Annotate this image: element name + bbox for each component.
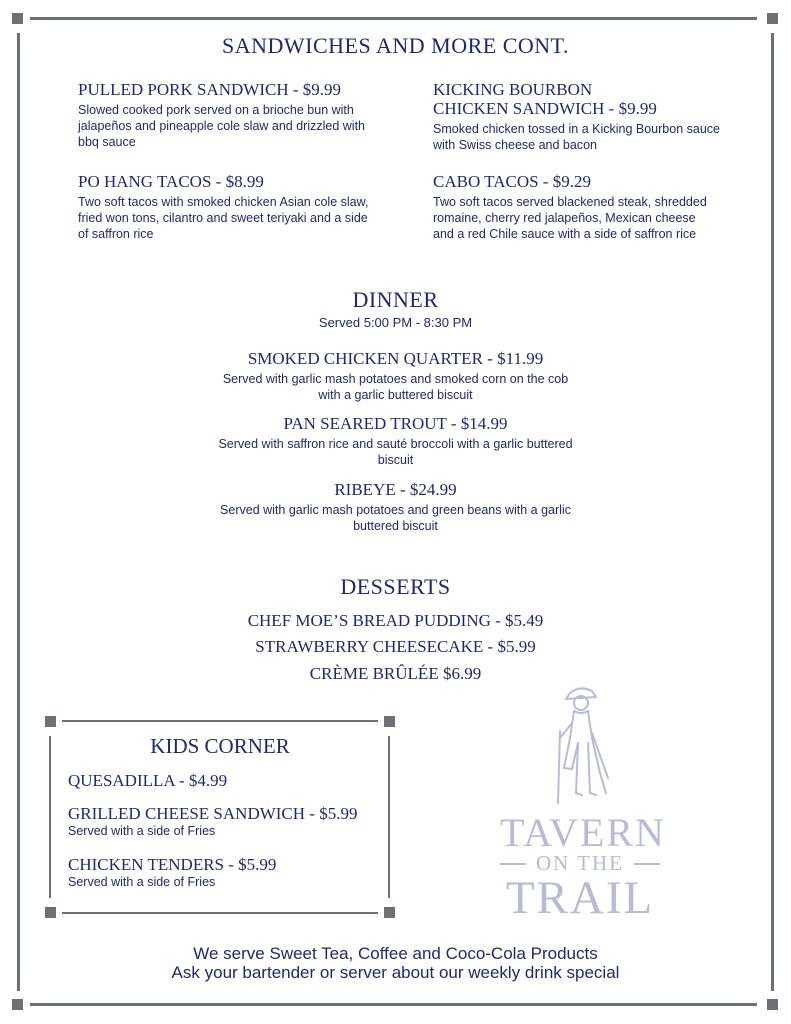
menu-item-po-hang-tacos (78, 172, 378, 242)
corner-square-top-right (767, 13, 778, 24)
menu-item-kicking-bourbon (433, 80, 733, 153)
kids-box-corner-top-left (45, 716, 56, 727)
item-name: PULLED PORK SANDWICH - $9.99 (78, 80, 342, 99)
sandwiches-title: SANDWICHES AND MORE CONT. (222, 33, 569, 58)
kids-box-bottom-border (62, 912, 378, 914)
item-name: SMOKED CHICKEN QUARTER - $11.99 (247, 349, 544, 368)
item-description: Two soft tacos with smoked chicken Asian cole slaw, fried won tons, cilantro and sweet teriyaki and a side of saffron rice (78, 195, 369, 241)
kids-item-grilled-cheese: GRILLED CHEESE SANDWICH - $5.99 (68, 804, 358, 823)
menu-item-cabo-tacos (433, 172, 718, 242)
item-description-line2: biscuit (377, 453, 414, 467)
logo-rule-left (500, 863, 526, 865)
dinner-hours: Served 5:00 PM - 8:30 PM (318, 315, 473, 330)
kids-corner-title: KIDS CORNER (150, 734, 290, 758)
kids-item-chicken-tenders: CHICKEN TENDERS - $5.99 (68, 855, 277, 874)
item-description-line1: Served with saffron rice and sauté broccoli with a garlic buttered (218, 437, 573, 451)
dessert-item: CRÈME BRÛLÉE $6.99 (309, 664, 482, 683)
item-name-line2: CHICKEN SANDWICH - $9.99 (433, 99, 657, 118)
item-name: CABO TACOS - $9.29 (433, 172, 591, 191)
menu-item-ribeye (150, 480, 641, 534)
kids-box-top-border (62, 720, 378, 722)
footer-line-1: We serve Sweet Tea, Coffee and Coco-Cola Products (193, 944, 598, 963)
logo-rule-right (634, 863, 660, 865)
menu-item-pan-seared-trout (150, 414, 641, 468)
kids-box-right-border (388, 736, 390, 898)
item-name-line1: KICKING BOURBON (433, 80, 593, 99)
logo-word-trail: TRAIL (505, 872, 655, 924)
menu-item-smoked-chicken (150, 349, 641, 403)
item-description-line2: buttered biscuit (353, 519, 438, 533)
kids-box-corner-bottom-left (45, 907, 56, 918)
item-description-line2: with a garlic buttered biscuit (318, 388, 473, 402)
kids-box-corner-bottom-right (384, 907, 395, 918)
item-name: RIBEYE - $24.99 (334, 480, 457, 499)
desserts-title: DESSERTS (340, 574, 451, 599)
left-border (17, 33, 20, 991)
dinner-title: DINNER (352, 287, 439, 312)
kids-item-chicken-tenders-desc: Served with a side of Fries (68, 875, 216, 889)
item-description-line1: Served with garlic mash potatoes and smoked corn on the cob (222, 372, 569, 386)
kids-box-corner-top-right (384, 716, 395, 727)
item-description: Slowed cooked pork served on a brioche bun with jalapeños and pineapple cole slaw and drizzled with bbq sauce (78, 103, 365, 149)
logo-word-on-the: ON THE (535, 851, 625, 875)
corner-square-top-left (12, 13, 23, 24)
dessert-item: CHEF MOE’S BREAD PUDDING - $5.49 (247, 611, 544, 630)
logo-word-tavern: TAVERN (500, 810, 666, 855)
kids-box-left-border (49, 736, 51, 898)
footer-line-2: Ask your bartender or server about our weekly drink special (171, 963, 620, 982)
item-description-line1: Served with garlic mash potatoes and green beans with a garlic (220, 503, 571, 517)
dessert-item: STRAWBERRY CHEESECAKE - $5.99 (255, 637, 536, 656)
corner-square-bottom-right (767, 999, 778, 1010)
kids-item-grilled-cheese-desc: Served with a side of Fries (68, 824, 216, 838)
corner-square-bottom-left (12, 999, 23, 1010)
tavern-logo (500, 683, 666, 924)
item-description: Smoked chicken tossed in a Kicking Bourbon sauce with Swiss cheese and bacon (433, 122, 720, 152)
pioneer-figure-icon (500, 683, 660, 808)
top-border (30, 17, 757, 20)
menu-item-pulled-pork (78, 80, 378, 150)
kids-item-quesadilla: QUESADILLA - $4.99 (68, 771, 228, 790)
item-name: PAN SEARED TROUT - $14.99 (283, 414, 508, 433)
bottom-border (30, 1003, 757, 1006)
right-border (771, 33, 774, 991)
item-name: PO HANG TACOS - $8.99 (78, 172, 264, 191)
item-description: Two soft tacos served blackened steak, shredded romaine, cherry red jalapeños, Mexican cheese and a red Chile sauce with a side of saffron rice (433, 195, 707, 241)
